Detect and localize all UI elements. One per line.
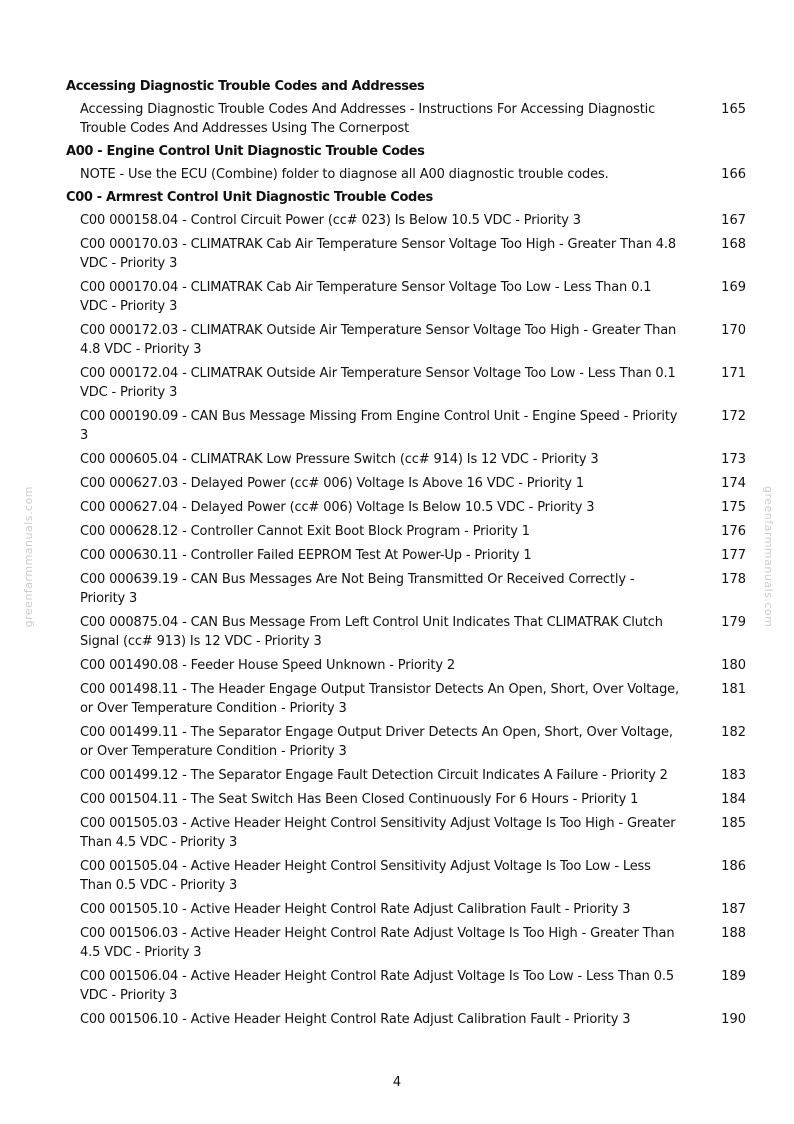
toc-entry-title: Accessing Diagnostic Trouble Codes And Addresses - Instructions For Accessing Diagnostic Trouble Codes And Addresses Using The Cornerpost bbox=[80, 102, 656, 136]
toc-entry[interactable] bbox=[66, 570, 746, 608]
toc-entry[interactable] bbox=[66, 211, 746, 230]
toc-entry-title: C00 000630.11 - Controller Failed EEPROM Test At Power-Up - Priority 1 bbox=[80, 548, 532, 563]
toc-entry-page: 184 bbox=[721, 792, 746, 807]
toc-entry-title: C00 001499.12 - The Separator Engage Fault Detection Circuit Indicates A Failure - Priority 2 bbox=[80, 768, 668, 783]
toc-entry-page: 166 bbox=[721, 167, 746, 182]
toc-entry[interactable] bbox=[66, 900, 746, 919]
toc-entry-title: C00 000605.04 - CLIMATRAK Low Pressure Switch (cc# 914) Is 12 VDC - Priority 3 bbox=[80, 452, 599, 467]
toc-entry[interactable] bbox=[66, 450, 746, 469]
toc-entry[interactable] bbox=[66, 814, 746, 852]
toc-entry-title: C00 001490.08 - Feeder House Speed Unknown - Priority 2 bbox=[80, 658, 455, 673]
toc-entry-title: C00 000170.03 - CLIMATRAK Cab Air Temperature Sensor Voltage Too High - Greater Than 4.8 VDC - Priority 3 bbox=[80, 237, 677, 271]
toc-entry-title: C00 000627.03 - Delayed Power (cc# 006) Voltage Is Above 16 VDC - Priority 1 bbox=[80, 476, 584, 491]
toc-entry-title: C00 000170.04 - CLIMATRAK Cab Air Temperature Sensor Voltage Too Low - Less Than 0.1 VDC - Priority 3 bbox=[80, 280, 652, 314]
toc-entry-page: 169 bbox=[721, 280, 746, 295]
toc-entry-page: 183 bbox=[721, 768, 746, 783]
toc-entry[interactable] bbox=[66, 407, 746, 445]
toc-entry-title: C00 000172.03 - CLIMATRAK Outside Air Temperature Sensor Voltage Too High - Greater Than 4.8 VDC - Priority 3 bbox=[80, 323, 677, 357]
section-heading: A00 - Engine Control Unit Diagnostic Trouble Codes bbox=[66, 144, 425, 159]
toc-entry-page: 179 bbox=[721, 615, 746, 630]
toc-entry-title: C00 001499.11 - The Separator Engage Output Driver Detects An Open, Short, Over Voltage, or Over Temperature Condition - Priority 3 bbox=[80, 725, 673, 759]
toc-entry-title: C00 001498.11 - The Header Engage Output Transistor Detects An Open, Short, Over Voltage, or Over Temperature Condition - Priority 3 bbox=[80, 682, 679, 716]
table-of-contents bbox=[66, 78, 746, 1034]
toc-entry[interactable] bbox=[66, 522, 746, 541]
toc-entry-title: C00 001505.03 - Active Header Height Control Sensitivity Adjust Voltage Is Too High - Greater Than 4.5 VDC - Priority 3 bbox=[80, 816, 676, 850]
toc-entry-page: 170 bbox=[721, 323, 746, 338]
toc-entry[interactable] bbox=[66, 723, 746, 761]
toc-entry[interactable] bbox=[66, 498, 746, 517]
toc-entry-page: 189 bbox=[721, 969, 746, 984]
toc-entry-page: 188 bbox=[721, 926, 746, 941]
toc-entry-page: 172 bbox=[721, 409, 746, 424]
toc-entry-page: 167 bbox=[721, 213, 746, 228]
toc-entry-page: 174 bbox=[721, 476, 746, 491]
toc-entry[interactable] bbox=[66, 656, 746, 675]
toc-entry-title: C00 001506.03 - Active Header Height Control Rate Adjust Voltage Is Too High - Greater Than 4.5 VDC - Priority 3 bbox=[80, 926, 675, 960]
toc-entry-page: 165 bbox=[721, 102, 746, 117]
toc-entry[interactable] bbox=[66, 857, 746, 895]
toc-entry[interactable] bbox=[66, 165, 746, 184]
toc-entry[interactable] bbox=[66, 100, 746, 138]
toc-entry[interactable] bbox=[66, 235, 746, 273]
toc-entry-page: 177 bbox=[721, 548, 746, 563]
toc-entry-page: 171 bbox=[721, 366, 746, 381]
toc-entry[interactable] bbox=[66, 680, 746, 718]
toc-entry-page: 187 bbox=[721, 902, 746, 917]
toc-entry-title: C00 001506.04 - Active Header Height Control Rate Adjust Voltage Is Too Low - Less Than 0.5 VDC - Priority 3 bbox=[80, 969, 674, 1003]
toc-entry-title: C00 000627.04 - Delayed Power (cc# 006) Voltage Is Below 10.5 VDC - Priority 3 bbox=[80, 500, 595, 515]
toc-entry-page: 182 bbox=[721, 725, 746, 740]
toc-entry-page: 180 bbox=[721, 658, 746, 673]
toc-entry-title: C00 000875.04 - CAN Bus Message From Left Control Unit Indicates That CLIMATRAK Clutch Signal (cc# 913) Is 12 VDC - Priority 3 bbox=[80, 615, 663, 649]
toc-entry-title: C00 001505.04 - Active Header Height Control Sensitivity Adjust Voltage Is Too Low - Less Than 0.5 VDC - Priority 3 bbox=[80, 859, 651, 893]
toc-entry-title: C00 000190.09 - CAN Bus Message Missing From Engine Control Unit - Engine Speed - Priority 3 bbox=[80, 409, 678, 443]
toc-entry-title: C00 000158.04 - Control Circuit Power (cc# 023) Is Below 10.5 VDC - Priority 3 bbox=[80, 213, 581, 228]
toc-entry[interactable] bbox=[66, 321, 746, 359]
watermark-right: greenfarmmanuals.com bbox=[762, 486, 775, 628]
toc-entry-page: 173 bbox=[721, 452, 746, 467]
toc-entry[interactable] bbox=[66, 1010, 746, 1029]
toc-entry-title: C00 000639.19 - CAN Bus Messages Are Not Being Transmitted Or Received Correctly - Priority 3 bbox=[80, 572, 635, 606]
watermark-left: greenfarmmanuals.com bbox=[22, 486, 35, 628]
toc-entry-title: C00 001506.10 - Active Header Height Control Rate Adjust Calibration Fault - Priority 3 bbox=[80, 1012, 631, 1027]
toc-entry-page: 181 bbox=[721, 682, 746, 697]
toc-entry-page: 190 bbox=[721, 1012, 746, 1027]
toc-entry-page: 178 bbox=[721, 572, 746, 587]
toc-entry[interactable] bbox=[66, 766, 746, 785]
toc-entry[interactable] bbox=[66, 924, 746, 962]
toc-entry-title: C00 001505.10 - Active Header Height Control Rate Adjust Calibration Fault - Priority 3 bbox=[80, 902, 631, 917]
toc-entry-page: 176 bbox=[721, 524, 746, 539]
toc-entry[interactable] bbox=[66, 364, 746, 402]
section-heading: Accessing Diagnostic Trouble Codes and Addresses bbox=[66, 79, 425, 94]
toc-entry-title: C00 001504.11 - The Seat Switch Has Been Closed Continuously For 6 Hours - Priority 1 bbox=[80, 792, 639, 807]
toc-entry[interactable] bbox=[66, 546, 746, 565]
toc-entry[interactable] bbox=[66, 613, 746, 651]
toc-entry-title: C00 000172.04 - CLIMATRAK Outside Air Temperature Sensor Voltage Too Low - Less Than 0.1 VDC - Priority 3 bbox=[80, 366, 676, 400]
toc-entry-title: NOTE - Use the ECU (Combine) folder to diagnose all A00 diagnostic trouble codes. bbox=[80, 167, 609, 182]
toc-entry[interactable] bbox=[66, 278, 746, 316]
toc-entry-title: C00 000628.12 - Controller Cannot Exit Boot Block Program - Priority 1 bbox=[80, 524, 530, 539]
toc-entry[interactable] bbox=[66, 967, 746, 1005]
toc-entry-page: 186 bbox=[721, 859, 746, 874]
toc-entry-page: 185 bbox=[721, 816, 746, 831]
page-number: 4 bbox=[392, 1075, 402, 1090]
toc-entry-page: 175 bbox=[721, 500, 746, 515]
section-heading: C00 - Armrest Control Unit Diagnostic Trouble Codes bbox=[66, 190, 433, 205]
toc-entry[interactable] bbox=[66, 474, 746, 493]
toc-entry[interactable] bbox=[66, 790, 746, 809]
toc-entry-page: 168 bbox=[721, 237, 746, 252]
